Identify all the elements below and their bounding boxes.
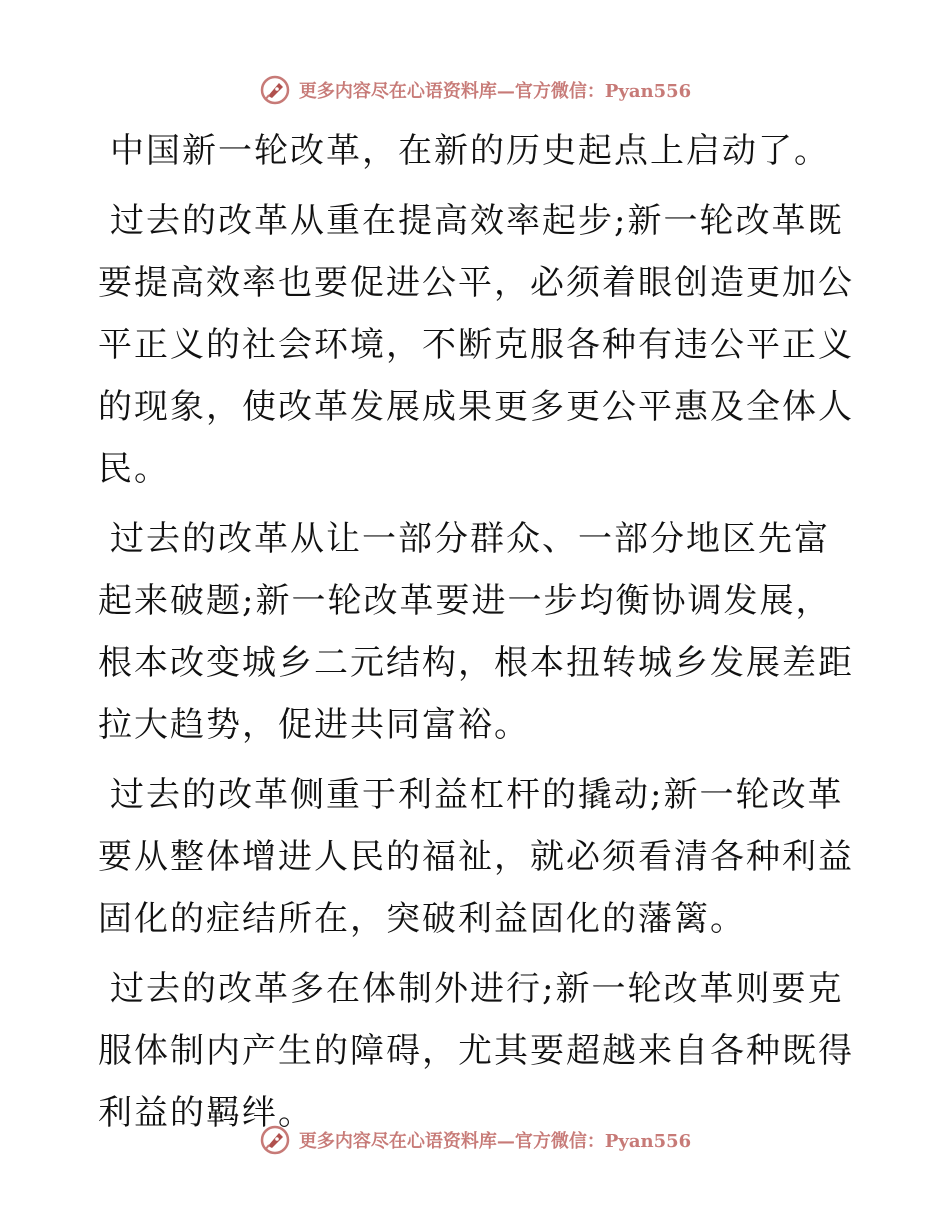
paragraph-2: 过去的改革从重在提高效率起步;新一轮改革既要提高效率也要促进公平，必须着眼创造更加公平正义的社会环境，不断克服各种有违公平正义的现象，使改革发展成果更多更公平惠及全体人民。: [98, 201, 854, 489]
header-watermark-text: 更多内容尽在心语资料库—官方微信：Pyan556: [298, 81, 692, 102]
pen-nib-logo-icon: [259, 1124, 291, 1156]
header-watermark: [0, 72, 950, 108]
paragraph-5: 过去的改革多在体制外进行;新一轮改革则要克服体制内产生的障碍，尤其要超越来自各种既得利益的羁绊。: [98, 969, 854, 1133]
paragraph-3: 过去的改革从让一部分群众、一部分地区先富起来破题;新一轮改革要进一步均衡协调发展，根本改变城乡二元结构，根本扭转城乡发展差距拉大趋势，促进共同富裕。: [98, 519, 854, 745]
paragraph-1: 中国新一轮改革，在新的历史起点上启动了。: [110, 131, 830, 171]
footer-watermark: [0, 1122, 950, 1158]
footer-watermark-text: 更多内容尽在心语资料库—官方微信：Pyan556: [298, 1131, 692, 1152]
pen-nib-logo-icon: [259, 74, 291, 106]
paragraph-4: 过去的改革侧重于利益杠杆的撬动;新一轮改革要从整体增进人民的福祉，就必须看清各种利益固化的症结所在，突破利益固化的藩篱。: [98, 775, 854, 939]
document-body: [98, 120, 854, 1152]
